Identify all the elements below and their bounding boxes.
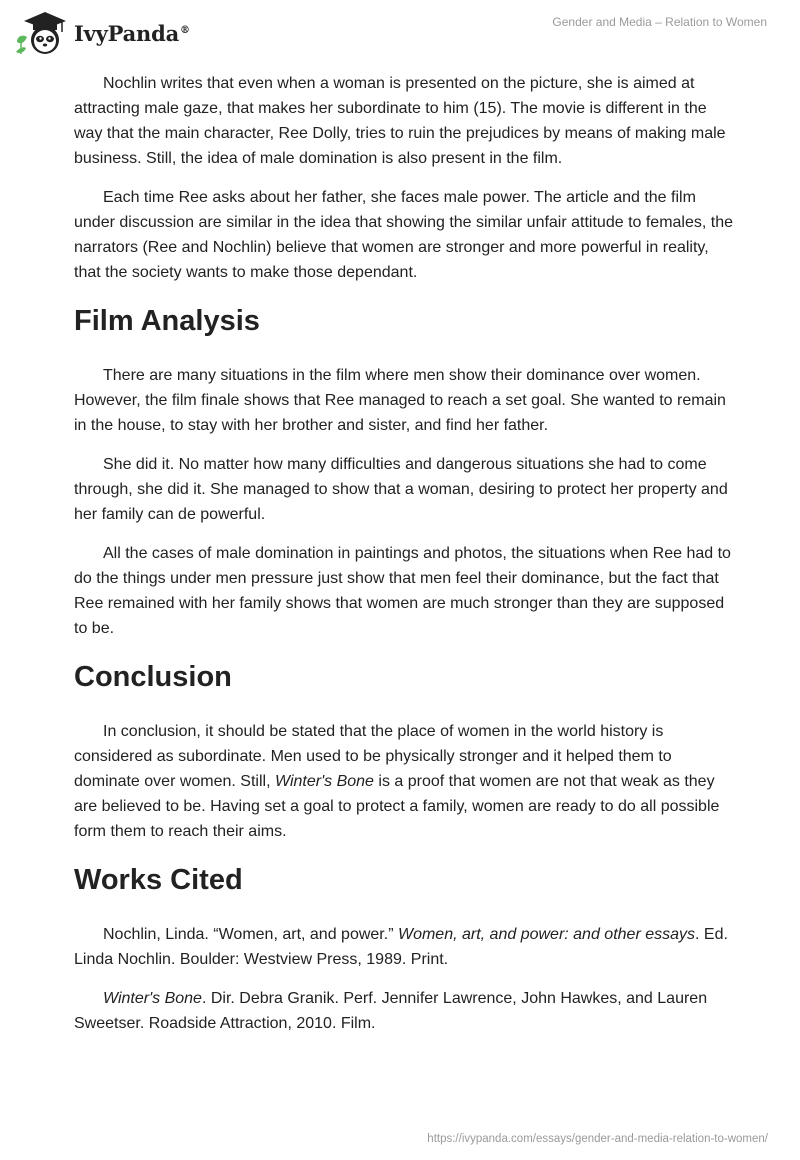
paragraph: There are many situations in the film where men show their dominance over women. However, the film finale shows that Ree managed to reach a set goal. She wanted to remain in the house, to stay with her brother and sister, and find her father. (74, 367, 726, 434)
paragraph: Nochlin writes that even when a woman is presented on the picture, she is aimed at attracting male gaze, that makes her subordinate to him (15). The movie is different in the way that the main character, Ree Dolly, tries to ruin the prejudices by means of making male business. Still, the idea of male domination is also present in the film. (74, 75, 726, 167)
source-url[interactable]: https://ivypanda.com/essays/gender-and-media-relation-to-women/ (427, 1133, 768, 1145)
paragraph: Each time Ree asks about her father, she faces male power. The article and the film under discussion are similar in the idea that showing the similar unfair attitude to females, the narrators (Ree and Nochlin) believe that women are stronger and more powerful in reality, that the society wants to make those dependant. (74, 189, 734, 281)
section-heading-conclusion: Conclusion (74, 661, 232, 693)
registered-mark: ® (180, 24, 190, 36)
paragraph: She did it. No matter how many difficulties and dangerous situations she had to come through, she did it. She managed to show that a woman, desiring to protect her property and her family can de powerful. (74, 456, 728, 523)
section-heading-works-cited: Works Cited (74, 864, 243, 896)
ivypanda-logo[interactable] (14, 8, 190, 56)
film-title: Winter's Bone (274, 773, 374, 790)
panda-graduate-icon (14, 8, 70, 56)
essay-content (74, 71, 734, 1050)
document-title: Gender and Media – Relation to Women (552, 15, 767, 29)
page-header (0, 0, 800, 60)
citation-entry: Winter's Bone. Dir. Debra Granik. Perf. Jennifer Lawrence, John Hawkes, and Lauren Sweetser. Roadside Attraction, 2010. Film. (74, 990, 708, 1032)
conclusion-paragraph: In conclusion, it should be stated that the place of women in the world history is considered as subordinate. Men used to be physically stronger and it helped them to dominate over women. Still, Winter's Bone is a proof that women are not that weak as they are believed to be. Having set a goal to protect a family, women are ready to do all possible form them to reach their aims. (74, 723, 720, 840)
section-heading-film-analysis: Film Analysis (74, 305, 260, 337)
citation-entry: Nochlin, Linda. “Women, art, and power.” Women, art, and power: and other essays. Ed. Linda Nochlin. Boulder: Westview Press, 1989. Print. (74, 926, 728, 968)
paragraph: All the cases of male domination in paintings and photos, the situations when Ree had to do the things under men pressure just show that men feel their dominance, but the fact that Ree remained with her family shows that women are much stronger than they are supposed to be. (74, 545, 731, 637)
book-title: Women, art, and power: and other essays (397, 926, 696, 943)
brand-name: IvyPanda® (74, 20, 190, 46)
film-title: Winter's Bone (103, 990, 202, 1007)
